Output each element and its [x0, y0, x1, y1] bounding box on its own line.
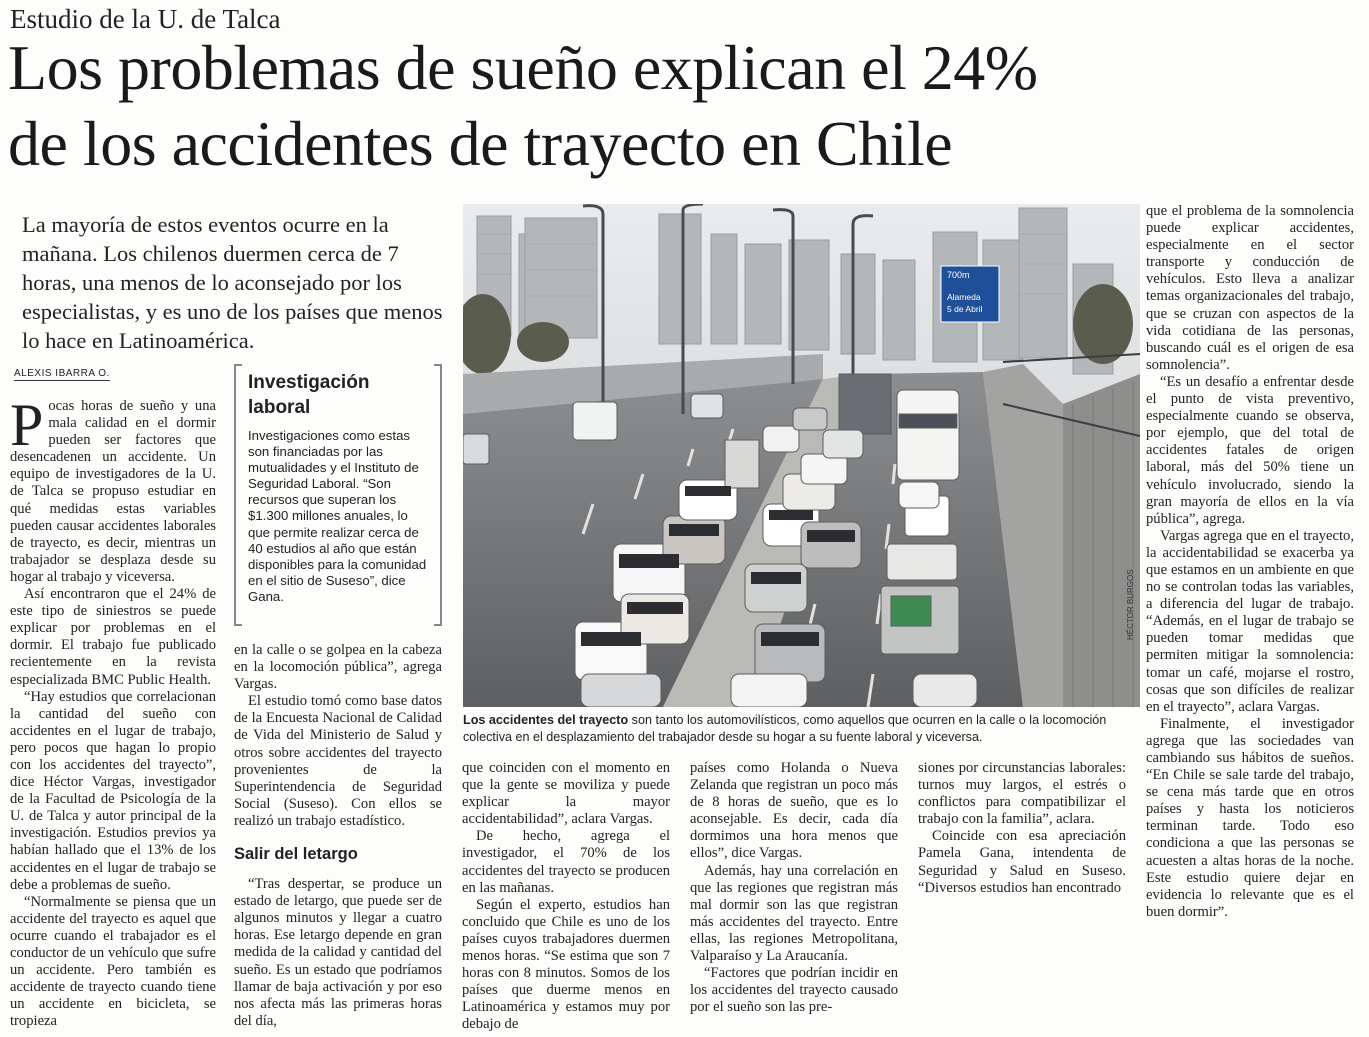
paragraph: países como Holanda o Nueva Zelanda que registran un poco más de 8 horas de sueño, que es lo aconsejable. Es decir, cada día dormimos una hora menos que ellos”, dice Vargas.	[690, 760, 898, 862]
paragraph: Así encontraron que el 24% de este tipo de siniestros se puede explicar por problemas en el dormir. El trabajo fue publicado recientemente en la revista especializada BMC Public Health.	[10, 586, 216, 688]
paragraph: De hecho, agrega el investigador, el 70% de los accidentes del trayecto se producen en las mañanas.	[462, 828, 670, 896]
caption-lead: Los accidentes del trayecto	[463, 713, 629, 727]
paragraph: en la calle o se golpea en la cabeza en la locomoción pública”, agrega Vargas.	[234, 642, 442, 693]
sidebar-box	[234, 364, 442, 626]
paragraph: que coinciden con el momento en que la gente se moviliza y puede explicar la mayor accidentabilidad”, aclara Vargas.	[462, 760, 670, 828]
caption-text: son tanto los automovilísticos, como aquellos que ocurren en la calle o la locomoción colectiva en el desplazamiento del trabajador desde su hogar a su fuente laboral y viceversa.	[463, 713, 1107, 744]
sign-line-1: Alameda	[947, 292, 981, 302]
column-1	[10, 392, 216, 1030]
headline-line-1: Los problemas de sueño explican el 24%	[8, 32, 1038, 103]
paragraph: “Tras despertar, se produce un estado de letargo, que puede ser de algunos minutos y llegar a cuatro horas. Ese letargo depende en gran medida de la calidad y cantidad del sueño. Es un estado que podríamos llamar de baja activación y por eso nos afecta más las primeras horas del día,	[234, 876, 442, 1029]
box-bracket-left	[234, 364, 242, 626]
box-bracket-right	[434, 364, 442, 626]
photo-credit: HÉCTOR BURGOS	[1126, 569, 1135, 640]
headline	[8, 30, 1188, 182]
byline: ALEXIS IBARRA O.	[14, 368, 110, 379]
sign-distance: 700m	[947, 270, 970, 280]
paragraph: “Factores que podrían incidir en los accidentes del trayecto causado por el sueño son las pre-	[690, 965, 898, 1016]
paragraph: “Normalmente se piensa que un accidente del trayecto es aquel que ocurre cuando el trabajador es el conductor de un vehículo que sufre un accidente. Pero también es accidente de trayecto cuando tiene un accidente en bicicleta, se tropieza	[10, 893, 216, 1030]
road-sign	[941, 266, 999, 322]
column-3	[462, 760, 670, 1034]
section-subhead: Salir del letargo	[234, 845, 358, 864]
box-body: Investigaciones como estas son financiadas por las mutualidades y el Instituto de Seguridad Laboral. “Son recursos que superan los $1.300 millones anuales, lo que permite realizar cerca de 40 estudios al año que están disponibles para la comunidad en el sitio de Suseso”, dice Gana.	[248, 428, 427, 604]
column-4	[690, 760, 898, 1016]
paragraph: Pocas horas de sueño y una mala calidad en el dormir pueden ser factores que desencadenen un accidente. Un equipo de investigadores de la U. de Talca se propuso estudiar en qué medidas estas variables pueden causar accidentes laborales de trayecto, es decir, mientras un trabajador se desplaza desde su hogar al trabajo y viceversa.	[10, 392, 216, 585]
paragraph: Coincide con esa apreciación Pamela Gana, intendenta de Seguridad y Salud en Suseso. “Diversos estudios han encontrado	[918, 828, 1126, 896]
paragraph: siones por circunstancias laborales: turnos muy largos, el estrés o conflictos para compatibilizar el trabajo con la familia”, aclara.	[918, 760, 1126, 828]
column-5	[918, 760, 1126, 897]
drop-cap: P	[10, 392, 44, 458]
traffic-photo	[463, 204, 1140, 707]
photo-caption	[463, 712, 1143, 745]
traffic-photo-illustration	[463, 204, 1140, 707]
paragraph: Además, hay una correlación en que las regiones que registran más mal dormir son las que registran más accidentes del trayecto. Entre ellas, las regiones Metropolitana, Valparaíso y La Araucanía.	[690, 862, 898, 965]
paragraph: que el problema de la somnolencia puede explicar accidentes, especialmente en el sector transporte y conducción de vehículos. Esto lleva a analizar temas organizacionales del trabajo, que se cruzan con aspectos de la vida cotidiana de las personas, buscando cuál es el origen de esa somnolencia”.	[1146, 203, 1354, 373]
sign-line-2: 5 de Abril	[947, 304, 983, 314]
paragraph: “Hay estudios que correlacionan la cantidad del sueño con accidentes en el lugar de trabajo, pero pocos que hagan lo propio con los accidentes del trayecto”, dice Héctor Vargas, investigador de la Facultad de Psicología de la U. de Talca y autor principal de la investigación. Estudios previos ya habían hallado que el 13% de los accidentes en el lugar de trabajo se debe a problemas de sueño.	[10, 688, 216, 893]
kicker: Estudio de la U. de Talca	[10, 4, 281, 34]
column-2	[234, 642, 442, 1030]
paragraph: Según el experto, estudios han concluido que Chile es uno de los países cuyos trabajadores duermen menos horas. “Se estima que son 7 horas con 8 minutos. Somos de los países que duerme menos en Latinoamérica y estamos muy por debajo de	[462, 896, 670, 1033]
paragraph: El estudio tomó como base datos de la Encuesta Nacional de Calidad de Vida del Ministerio de Salud y otros sobre accidentes del trayecto provenientes de la Superintendencia de Seguridad Social (Suseso). Con ellos se realizó un trabajo estadístico.	[234, 693, 442, 829]
paragraph: Finalmente, el investigador agrega que las sociedades van cambiando sus hábitos de sueños. “En Chile se sale tarde del trabajo, se cena más tarde que en otros países y hasta los noticieros terminan tarde. Todo eso condiciona a que las personas se acuesten a altas horas de la noche. Este estudio quiere dejar en evidencia lo relevante que es el buen dormir”.	[1146, 715, 1354, 920]
paragraph: “Es un desafío a enfrentar desde el punto de vista preventivo, especialmente cuando se observa, por ejemplo, que del total de accidentes fatales de origen laboral, más del 50% tiene un vehículo involucrado, siendo la gran mayoría de ellos en la vía pública”, agrega.	[1146, 373, 1354, 527]
box-title: Investigación laboral	[248, 372, 370, 418]
paragraph: Vargas agrega que en el trayecto, la accidentabilidad se exacerba ya que estamos en un ambiente en que no se controlan todas las variables, a diferencia del lugar de trabajo. “Además, en el lugar de trabajo se pueden tomar medidas que permiten mitigar la somnolencia: tomar un café, mojarse el rostro, cosas que son difíciles de realizar en el trayecto”, aclara Vargas.	[1146, 527, 1354, 715]
headline-line-2: de los accidentes de trayecto en Chile	[8, 108, 953, 179]
column-6	[1146, 203, 1354, 921]
lead-paragraph: La mayoría de estos eventos ocurre en la mañana. Los chilenos duermen cerca de 7 horas, una menos de lo aconsejado por los especialistas, y es uno de los países que menos lo hace en Latinoamérica.	[22, 212, 443, 353]
